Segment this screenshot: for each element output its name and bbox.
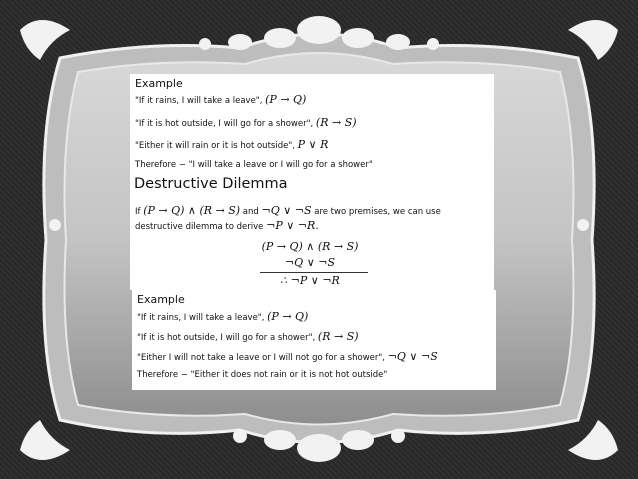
desc-and: and — [242, 207, 259, 217]
premise-2b-math: (R → S) — [317, 330, 359, 343]
premise-2-text: "If it is hot outside, I will go for a shower", — [135, 119, 314, 129]
premise-2 — [135, 116, 357, 129]
premise-1b-math: (P → Q) — [267, 310, 309, 323]
conclusion: Therefore − "I will take a leave or I will go for a shower" — [135, 160, 373, 170]
example-heading: Example — [135, 77, 183, 90]
premise-1-math: (P → Q) — [265, 93, 307, 106]
conclusion-2: Therefore − "Either it does not rain or it is not hot outside" — [137, 370, 388, 380]
premise-1b-text: "If it rains, I will take a leave", — [137, 313, 265, 323]
derivation-line-1: (P → Q) ∧ (R → S) — [261, 240, 359, 253]
dilemma-description — [135, 204, 490, 234]
premise-3-text: "Either it will rain or it is hot outside", — [135, 141, 295, 151]
premise-1b — [137, 310, 308, 323]
premise-3b-math: ¬Q ∨ ¬S — [387, 350, 438, 363]
desc-math-3: ¬P ∨ ¬R. — [266, 219, 319, 232]
premise-2b — [137, 330, 359, 343]
desc-math-2: ¬Q ∨ ¬S — [261, 204, 312, 217]
desc-math-1: (P → Q) ∧ (R → S) — [143, 204, 241, 217]
premise-3b-text: "Either I will not take a leave or I will not go for a shower", — [137, 353, 385, 363]
derivation-conclusion: ∴ ¬P ∨ ¬R — [280, 274, 340, 287]
premise-3b — [137, 350, 438, 363]
premise-3 — [135, 138, 328, 151]
derivation-line-2: ¬Q ∨ ¬S — [284, 256, 336, 269]
example-heading-2: Example — [137, 293, 185, 306]
slide-top-panel — [130, 74, 494, 290]
premise-1-text: "If it rains, I will take a leave", — [135, 96, 263, 106]
slide-bottom-panel — [132, 290, 496, 390]
desc-if: If — [135, 207, 141, 217]
premise-2b-text: "If it is hot outside, I will go for a shower", — [137, 333, 316, 343]
premise-3-math: P ∨ R — [297, 138, 329, 151]
desc-rest: are two premises, we can use destructive dilemma to derive — [135, 207, 441, 232]
premise-1 — [135, 93, 306, 106]
section-heading: Destructive Dilemma — [134, 176, 288, 192]
premise-2-math: (R → S) — [315, 116, 357, 129]
derivation-rule — [260, 272, 368, 273]
